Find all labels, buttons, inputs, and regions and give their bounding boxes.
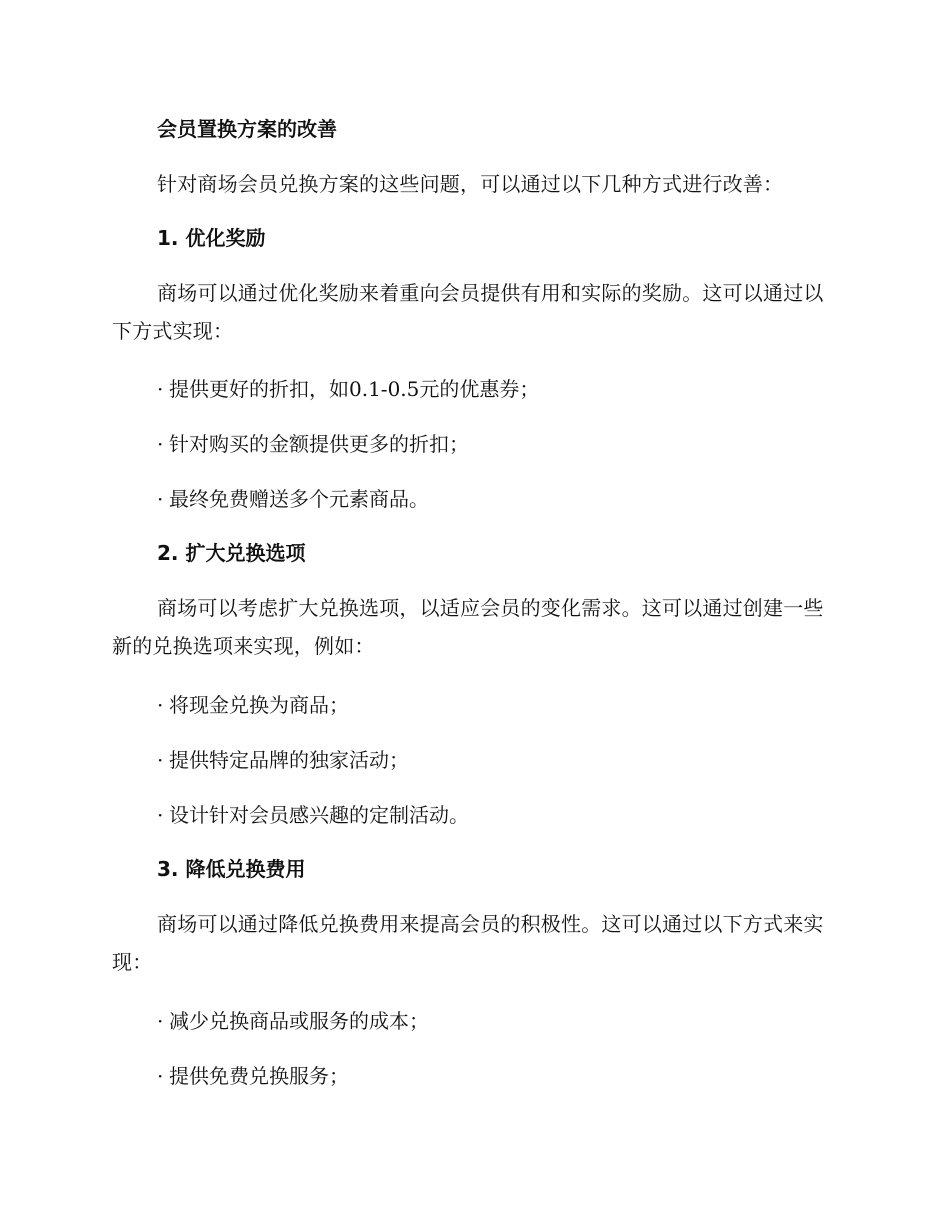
section-3-paragraph: 商场可以通过降低兑换费用来提高会员的积极性。这可以通过以下方式来实现： <box>112 912 824 974</box>
bullet-text: 设计针对会员感兴趣的定制活动。 <box>169 803 469 827</box>
bullet-text: 针对购买的金额提供更多的折扣； <box>169 432 469 456</box>
bullet-text: 最终免费赠送多个元素商品。 <box>169 487 429 511</box>
bullet-text: 提供更好的折扣，如0.1-0.5元的优惠券； <box>169 377 540 401</box>
section-3-heading: 3. 降低兑换费用 <box>157 857 306 881</box>
document-title: 会员置换方案的改善 <box>157 117 337 141</box>
list-item <box>112 1057 877 1095</box>
bullet-marker: · <box>157 1064 164 1088</box>
list-item <box>112 686 877 724</box>
bullet-marker: · <box>157 487 164 511</box>
list-item <box>112 796 877 834</box>
bullet-text: 减少兑换商品或服务的成本； <box>169 1009 429 1033</box>
list-item <box>112 480 877 518</box>
list-item <box>112 1002 877 1040</box>
list-item <box>112 425 877 463</box>
bullet-text: 提供免费兑换服务； <box>169 1064 349 1088</box>
section-2-heading: 2. 扩大兑换选项 <box>157 541 306 565</box>
intro-paragraph: 针对商场会员兑换方案的这些问题，可以通过以下几种方式进行改善： <box>157 172 784 196</box>
bullet-text: 将现金兑换为商品； <box>169 693 349 717</box>
bullet-text: 提供特定品牌的独家活动； <box>169 748 409 772</box>
section-2-paragraph: 商场可以考虑扩大兑换选项，以适应会员的变化需求。这可以通过创建一些新的兑换选项来实现，例如： <box>112 596 824 658</box>
bullet-marker: · <box>157 803 164 827</box>
list-item <box>112 370 877 408</box>
bullet-marker: · <box>157 693 164 717</box>
bullet-marker: · <box>157 1009 164 1033</box>
bullet-marker: · <box>157 377 164 401</box>
bullet-marker: · <box>157 748 164 772</box>
list-item <box>112 741 877 779</box>
section-1-paragraph: 商场可以通过优化奖励来着重向会员提供有用和实际的奖励。这可以通过以下方式实现： <box>112 281 824 343</box>
section-1-heading: 1. 优化奖励 <box>157 226 266 250</box>
bullet-marker: · <box>157 432 164 456</box>
